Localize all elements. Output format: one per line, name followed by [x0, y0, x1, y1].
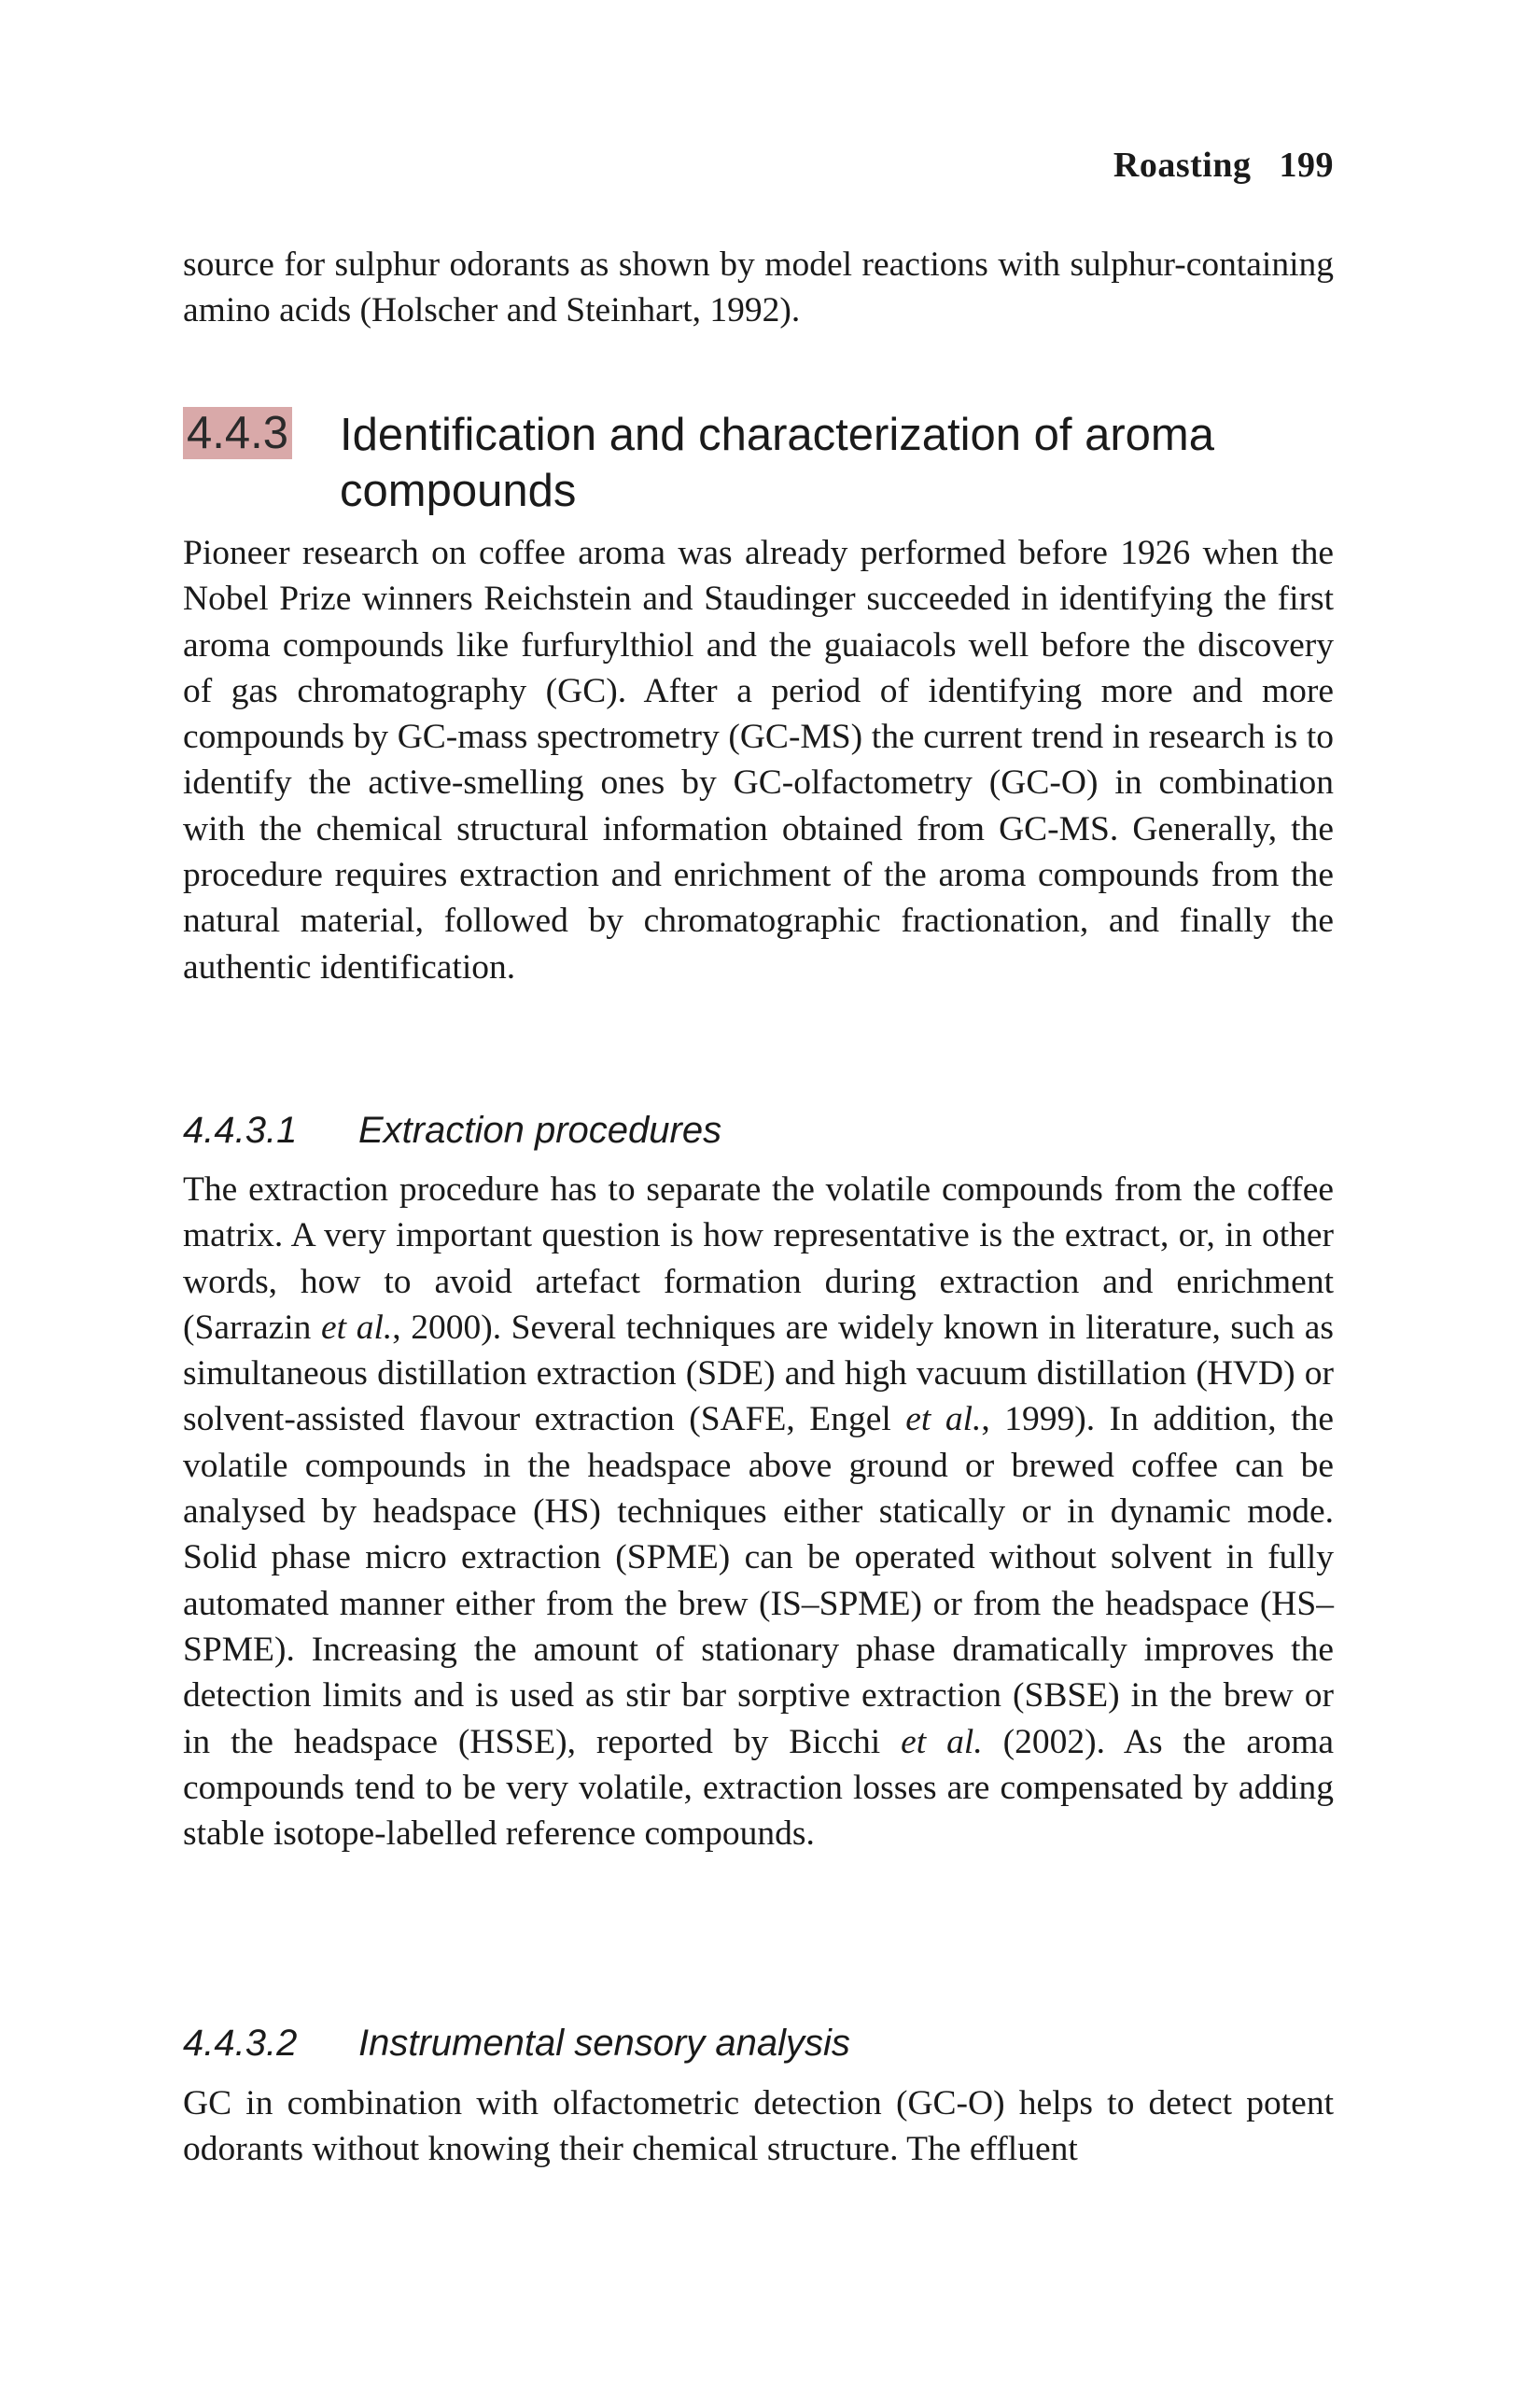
paragraph-continuation: source for sulphur odorants as shown by model reactions with sulphur-containing amino acids (Holscher and Steinhart, 1992). — [183, 245, 1334, 330]
paragraph-sensory: GC in combination with olfactometric detection (GC-O) helps to detect potent odorants without knowing their chemical structure. The effluent — [183, 2084, 1334, 2169]
subsection-title: Extraction procedures — [358, 1110, 722, 1151]
paragraph-extraction — [183, 1167, 1334, 1856]
subsection-number: 4.4.3.2 — [183, 2023, 298, 2064]
text-run: The extraction procedure has to separate the volatile compounds from the coffee matrix. A very important question is how representative is the extract, or, in other words, how to avoid artefact formation during extraction and enrichment (Sarrazin — [183, 1170, 1334, 1347]
subsection-number: 4.4.3.1 — [183, 1110, 298, 1151]
section-title: Identification and characterization of aroma compounds — [340, 410, 1214, 516]
citation-et-al: et al. — [321, 1308, 393, 1347]
paragraph-intro: Pioneer research on coffee aroma was already performed before 1926 when the Nobel Prize winners Reichstein and Staudinger succeeded in identifying the first aroma compounds like furfurylthiol and the guaiacols well before the discovery of gas chromatography (GC). After a period of identifying more and more compounds by GC-mass spectrometry (GC-MS) the current trend in research is to identify the active-smelling ones by GC-olfactometry (GC-O) in combination with the chemical structural information obtained from GC-MS. Generally, the procedure requires extraction and enrichment of the aroma compounds from the natural material, followed by chromatographic fractionation, and finally the authentic identification. — [183, 534, 1334, 987]
text-run: (2002). As the aroma compounds tend to be very volatile, extraction losses are compensated by adding stable isotope-labelled reference compounds. — [183, 1722, 1335, 1854]
running-head-title: Roasting — [1113, 146, 1252, 185]
page-number: 199 — [1279, 146, 1334, 185]
citation-et-al: et al. — [905, 1400, 982, 1439]
subsection-heading-extraction — [183, 1107, 1334, 1154]
text-run: , 1999). In addition, the volatile compounds in the headspace above ground or brewed coffee can be analysed by headspace (HS) techniques either statically or in dynamic mode. Solid phase micro extraction (SPME) can be operated without solvent in fully automated manner either from the brew (IS–SPME) or from the headspace (HS–SPME). Increasing the amount of stationary phase dramatically improves the detection limits and is used as stir bar sorptive extraction (SBSE) in the brew or in the headspace (HSSE), reported by Bicchi — [183, 1400, 1334, 1761]
section-number: 4.4.3 — [183, 407, 292, 459]
subsection-heading-sensory — [183, 2020, 1334, 2066]
text-run: , 2000). Several techniques are widely known in literature, such as simultaneous distillation extraction (SDE) and high vacuum distillation (HVD) or solvent-assisted flavour extraction (SAFE, Engel — [183, 1308, 1335, 1439]
subsection-title: Instrumental sensory analysis — [358, 2023, 850, 2064]
running-head — [1113, 145, 1334, 186]
citation-et-al: et al. — [901, 1722, 983, 1761]
